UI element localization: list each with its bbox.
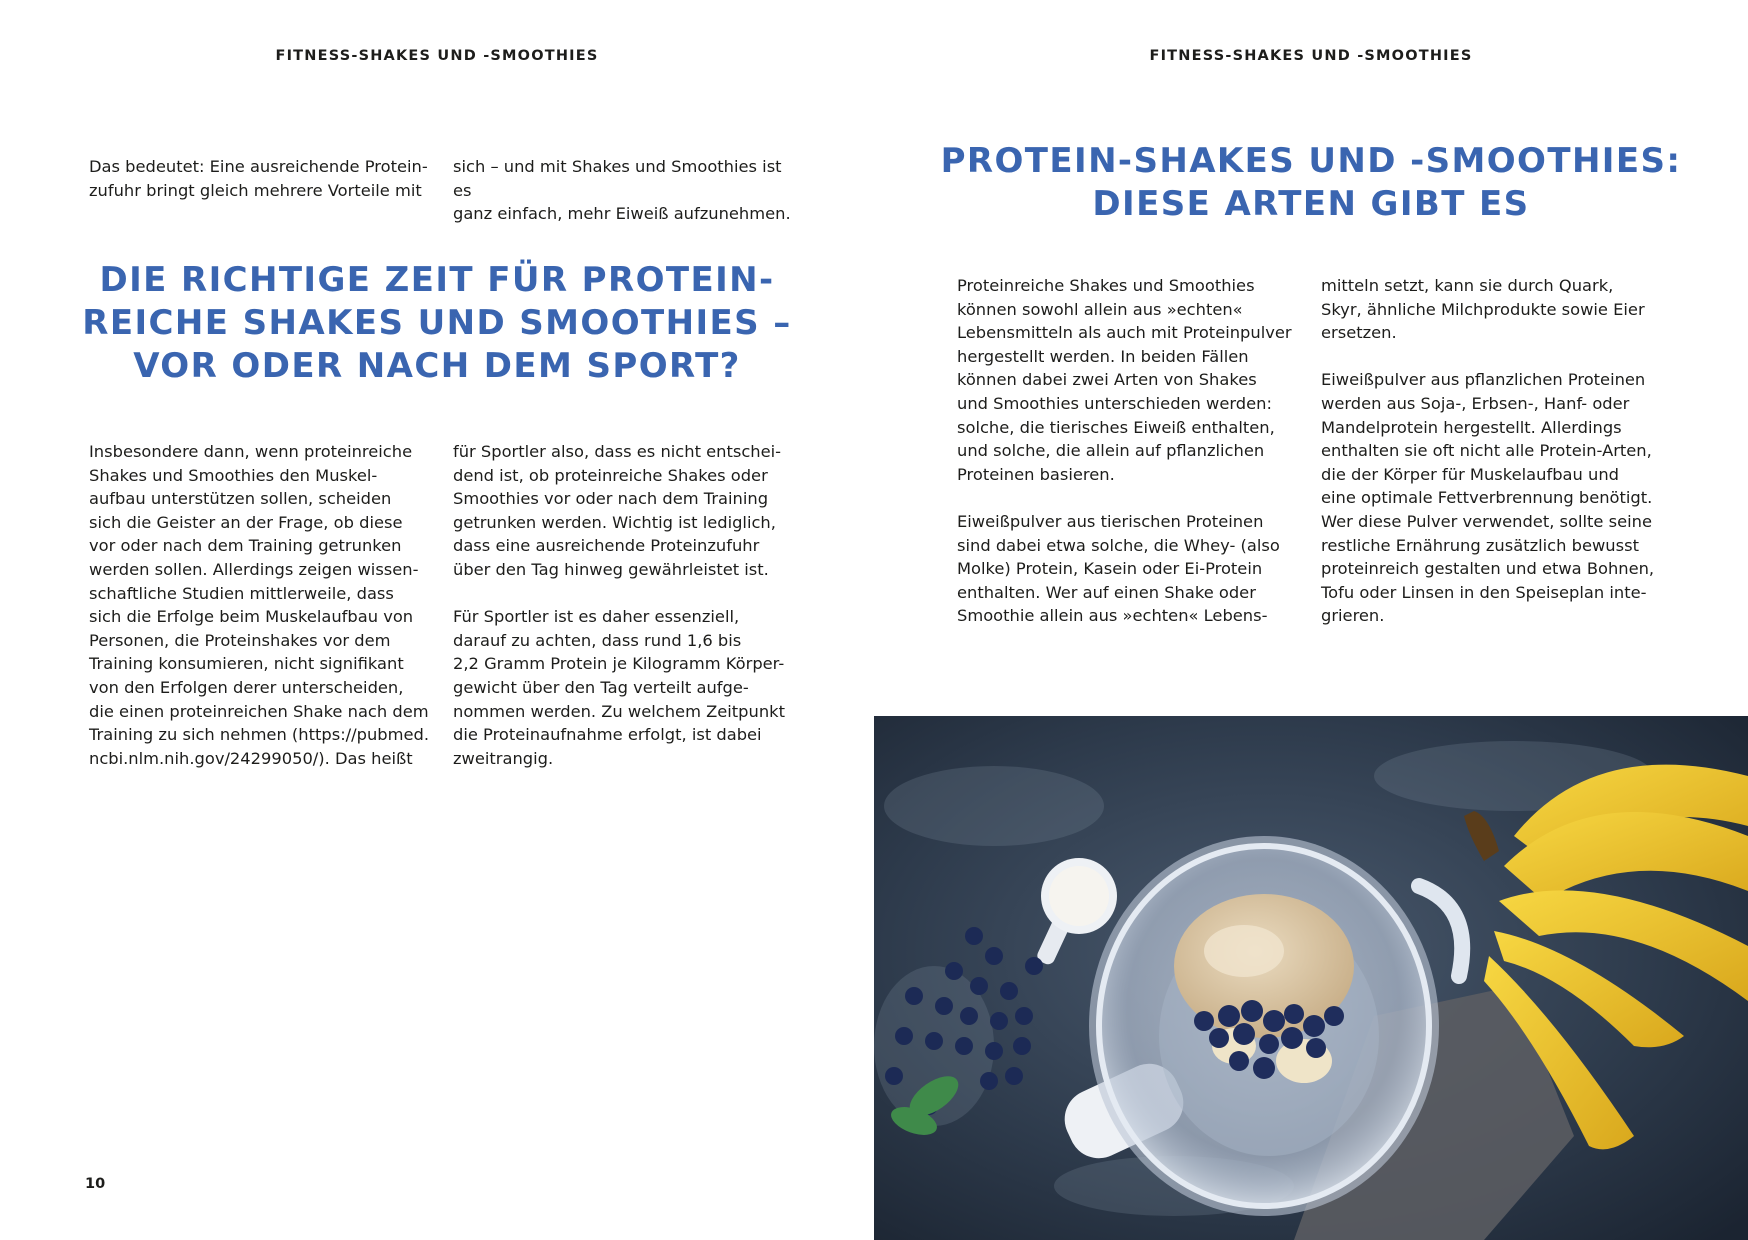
blender-photo (874, 716, 1748, 1240)
section-headline (874, 140, 1748, 226)
body-column-2: für Sportler also, dass es nicht entschei- dend ist, ob proteinreiche Shakes oder Smoothies vor oder nach dem Training getrunken werden. Wichtig ist lediglich, dass eine ausreichende Proteinzufuhr über den Tag hinweg gewährleistet ist. Für Sportler ist es daher essenziell, darauf zu achten, dass rund 1,6 bis 2,2 Gramm Protein je Kilogramm Körper- gewicht über den Tag verteilt aufge- nommen werden. Zu welchem Zeitpunkt die Proteinaufnahme erfolgt, ist dabei zweitrangig. (453, 442, 785, 768)
running-head: FITNESS-SHAKES UND -SMOOTHIES (1149, 48, 1473, 64)
intro-column-1: Das bedeutet: Eine ausreichende Protein- zufuhr bringt gleich mehrere Vorteile mit (89, 157, 428, 200)
headline-line: REICHE SHAKES UND SMOOTHIES – (82, 303, 792, 343)
section-headline (0, 259, 874, 388)
headline-line: PROTEIN-SHAKES UND -SMOOTHIES: (940, 141, 1682, 181)
headline-line: VOR ODER NACH DEM SPORT? (133, 346, 741, 386)
body-column-1: Proteinreiche Shakes und Smoothies können sowohl allein aus »echten« Lebensmitteln als auch mit Proteinpulver hergestellt werden. In beiden Fällen können dabei zwei Arten von Shakes und Smoothies unterschieden werden: solche, die tierisches Eiweiß enthalten, und solche, die allein auf pflanzlichen Proteinen basieren. Eiweißpulver aus tierischen Proteinen sind dabei etwa solche, die Whey- (also Molke) Protein, Kasein oder Ei-Protein enthalten. Wer auf einen Shake oder Smoothie allein aus »echten« Lebens- (957, 276, 1292, 626)
page-number: 10 (85, 1176, 106, 1192)
body-column-2: mitteln setzt, kann sie durch Quark, Skyr, ähnliche Milchprodukte sowie Eier ersetzen. Eiweißpulver aus pflanzlichen Proteinen werden aus Soja-, Erbsen-, Hanf- oder Mandelprotein hergestellt. Allerdings enthalten sie oft nicht alle Protein-Arten, die der Körper für Muskelaufbau und eine optimale Fettverbrennung benötigt. Wer diese Pulver verwendet, sollte seine restliche Ernährung zusätzlich bewusst proteinreich gestalten und etwa Bohnen, Tofu oder Linsen in den Speiseplan inte- grieren. (1321, 276, 1655, 626)
headline-line: DIESE ARTEN GIBT ES (1092, 184, 1530, 224)
intro-column-2: sich – und mit Shakes und Smoothies ist es ganz einfach, mehr Eiweiß aufzunehmen. (453, 157, 791, 224)
running-head: FITNESS-SHAKES UND -SMOOTHIES (275, 48, 599, 64)
headline-line: DIE RICHTIGE ZEIT FÜR PROTEIN- (99, 260, 775, 300)
body-column-1: Insbesondere dann, wenn proteinreiche Shakes und Smoothies den Muskel- aufbau unterstützen sollen, scheiden sich die Geister an der Frage, ob diese vor oder nach dem Training getrunken werden sollen. Allerdings zeigen wissen- schaftliche Studien mittlerweile, dass sich die Erfolge beim Muskelaufbau von Personen, die Proteinshakes vor dem Training konsumieren, nicht signifikant von den Erfolgen derer unterscheiden, die einen proteinreichen Shake nach dem Training zu sich nehmen (https://pubmed. ncbi.nlm.nih.gov/24299050/). Das heißt (89, 442, 430, 768)
